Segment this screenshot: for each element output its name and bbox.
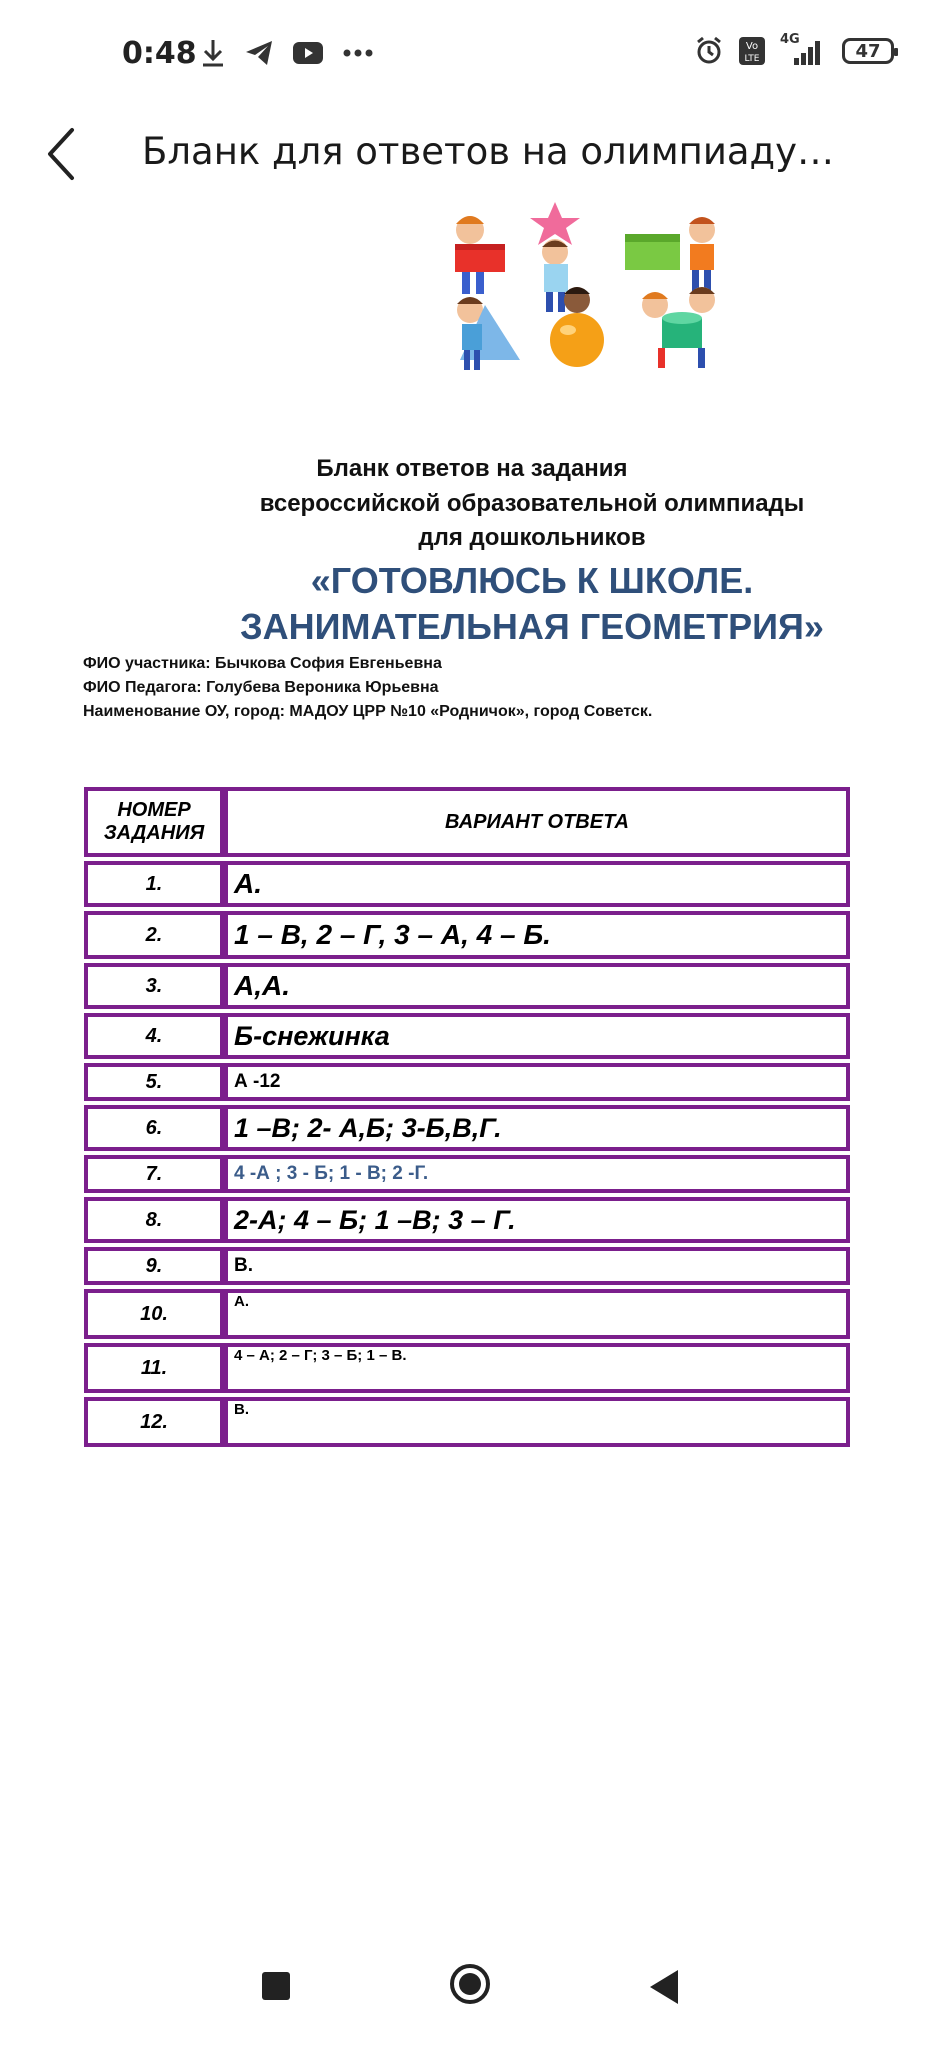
table-row [84, 1105, 850, 1151]
header-task-number-line1: НОМЕР [117, 799, 191, 821]
header-task-number-line2: ЗАДАНИЯ [103, 822, 205, 844]
table-row [84, 1013, 850, 1059]
volte-icon [738, 36, 766, 66]
network-label: 4G [780, 32, 800, 47]
table-row [84, 963, 850, 1009]
task-answer: В. [224, 1247, 850, 1285]
heading-line-1: Бланк ответов на задания [316, 455, 628, 482]
institution-name: Наименование ОУ, город: МАДОУ ЦРР №10 «Родничок», город Советск. [83, 703, 653, 720]
status-right-icons [694, 32, 894, 66]
home-button[interactable] [450, 1964, 490, 2004]
youtube-icon [292, 41, 324, 65]
table-row [84, 861, 850, 907]
teacher-name: ФИО Педагога: Голубева Вероника Юрьевна [83, 679, 439, 696]
participant-name: ФИО участника: Бычкова София Евгеньевна [83, 655, 442, 672]
system-back-button[interactable] [650, 1970, 678, 2004]
telegram-icon [244, 39, 274, 67]
back-button[interactable] [36, 118, 96, 190]
svg-text:LTE: LTE [744, 54, 760, 64]
task-number: 3. [84, 963, 224, 1009]
recent-apps-button[interactable] [262, 1972, 290, 2000]
svg-text:Vo: Vo [745, 41, 759, 52]
navigation-bar [0, 1930, 944, 2045]
battery-indicator [842, 38, 894, 64]
task-number: 12. [84, 1397, 224, 1447]
task-answer: А. [224, 1289, 850, 1339]
download-icon [200, 38, 226, 68]
heading-line-3: для дошкольников [418, 524, 646, 551]
task-number: 1. [84, 861, 224, 907]
table-header-row [84, 787, 850, 857]
heading-line-2: всероссийской образовательной олимпиады [259, 490, 805, 517]
table-row [84, 1155, 850, 1193]
table-row [84, 1397, 850, 1447]
task-answer: Б-снежинка [224, 1013, 850, 1059]
table-row [84, 911, 850, 959]
header-answer-variant: ВАРИАНТ ОТВЕТА [224, 787, 850, 857]
answers-table [84, 783, 850, 1451]
table-row [84, 1197, 850, 1243]
battery-level: 47 [855, 40, 881, 62]
olympiad-title-line-1: «ГОТОВЛЮСЬ К ШКОЛЕ. [310, 560, 754, 601]
children-shapes-illustration [440, 200, 750, 375]
document-page [0, 200, 944, 1920]
table-row [84, 1343, 850, 1393]
task-number: 5. [84, 1063, 224, 1101]
task-answer: А. [224, 861, 850, 907]
app-bar [0, 110, 944, 210]
task-answer: 4 -А ; 3 - Б; 1 - В; 2 -Г. [224, 1155, 850, 1193]
task-number: 9. [84, 1247, 224, 1285]
status-bar [0, 0, 944, 110]
task-answer: 1 –В; 2- А,Б; 3-Б,В,Г. [224, 1105, 850, 1151]
signal-4g-icon [780, 32, 828, 66]
back-arrow-icon [36, 118, 96, 190]
table-row [84, 1063, 850, 1101]
task-answer: 1 – В, 2 – Г, 3 – А, 4 – Б. [224, 911, 850, 959]
task-answer: 4 – А; 2 – Г; 3 – Б; 1 – В. [224, 1343, 850, 1393]
status-time: 0:48 [122, 36, 197, 71]
task-answer: В. [224, 1397, 850, 1447]
task-answer: А,А. [224, 963, 850, 1009]
task-number: 2. [84, 911, 224, 959]
task-number: 7. [84, 1155, 224, 1193]
olympiad-title-line-2: ЗАНИМАТЕЛЬНАЯ ГЕОМЕТРИЯ» [240, 606, 824, 647]
table-row [84, 1289, 850, 1339]
task-number: 8. [84, 1197, 224, 1243]
task-answer: А -12 [224, 1063, 850, 1101]
task-number: 10. [84, 1289, 224, 1339]
task-answer: 2-А; 4 – Б; 1 –В; 3 – Г. [224, 1197, 850, 1243]
task-number: 6. [84, 1105, 224, 1151]
status-left-icons [200, 38, 374, 68]
document-title: Бланк для ответов на олимпиаду… [142, 130, 835, 173]
task-number: 4. [84, 1013, 224, 1059]
more-dots-icon [342, 48, 374, 58]
task-number: 11. [84, 1343, 224, 1393]
header-task-number [84, 787, 224, 857]
alarm-icon [694, 36, 724, 66]
table-row [84, 1247, 850, 1285]
